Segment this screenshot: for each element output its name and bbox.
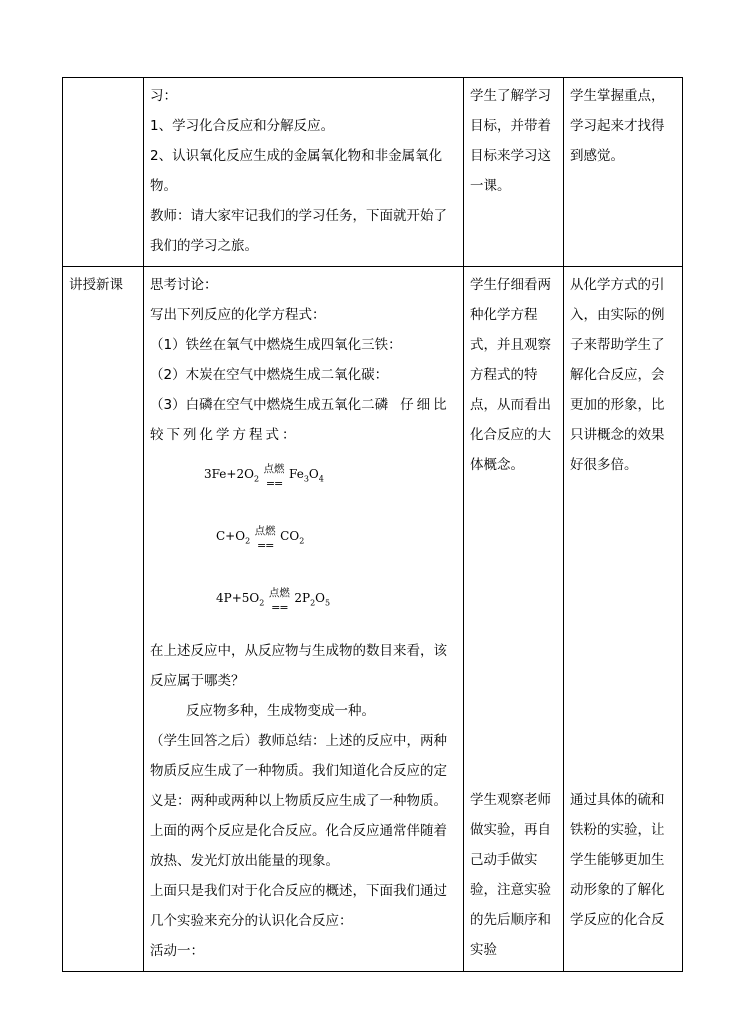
reaction-condition: 点燃 ==: [268, 587, 290, 614]
content-line: 2、认识氧化反应生成的金属氧化物和非金属氧化物。: [150, 148, 443, 194]
summary-text: （学生回答之后）教师总结：上述的反应中，两种物质反应生成了一种物质。我们知道化合反应的定义是：两种或两种以上物质反应生成了一种物质。上面的两个反应是化合反应。化合反应通常伴随着放热、发光灯放出能量的现象。: [150, 733, 447, 869]
design-intent-text: 从化学方式的引入，由实际的例子来帮助学生了解化合反应，会更加的形象，比只讲概念的效果好很多倍。: [570, 277, 665, 473]
student-activity-text: 学生仔细看两种化学方程式，并且观察方程式的特点，从而看出化合反应的大体概念。: [470, 277, 551, 473]
content-cell: [144, 267, 464, 972]
table-row: [63, 78, 683, 267]
content-line: 习：: [150, 88, 177, 104]
equation-3: $4P+5O_2$ 点燃 $==2P_2O_5$: [150, 574, 458, 636]
design-intent-cell: 学生掌握重点，学习起来才找得到感觉。: [564, 78, 683, 267]
content-line: （2）木炭在空气中燃烧生成二氧化碳：: [150, 367, 389, 383]
reaction-condition: 点燃 ==: [254, 525, 276, 552]
stage-cell: [63, 267, 144, 972]
transition-text: 上面只是我们对于化合反应的概述，下面我们通过几个实验来充分的认识化合反应：: [150, 883, 447, 929]
lesson-plan-table: [62, 77, 683, 972]
table-row: [63, 267, 683, 972]
student-activity-cell: 学生了解学习目标，并带着目标来学习这一课。: [464, 78, 564, 267]
content-cell: [144, 78, 464, 267]
content-line: （1）铁丝在氧气中燃烧生成四氧化三铁：: [150, 337, 402, 353]
design-intent-text: 通过具体的硫和铁粉的实验，让学生能够更加生动形象的了解化学反应的化合反: [570, 792, 665, 928]
activity-heading: 活动一：: [150, 943, 204, 959]
content-line: （3）白磷在空气中燃烧生成五氧化二磷 仔细比较下列化学方程式：: [150, 397, 450, 443]
student-activity-cell: [464, 267, 564, 972]
content-line: 1、学习化合反应和分解反应。: [150, 118, 335, 134]
student-activity-text: 学生观察老师做实验，再自己动手做实验，注意实验的先后顺序和实验: [470, 792, 551, 958]
question-text: 在上述反应中，从反应物与生成物的数目来看，该反应属于哪类？: [150, 643, 447, 689]
answer-text: 反应物多种，生成物变成一种。: [186, 703, 375, 719]
equation-1: $3Fe+2O_2$ 点燃 $==Fe_3O_4$: [150, 450, 458, 512]
reaction-condition: 点燃 ==: [263, 463, 285, 490]
content-line: 教师：请大家牢记我们的学习任务，下面就开始了我们的学习之旅。: [150, 208, 447, 254]
stage-label: 讲授新课: [69, 277, 123, 293]
content-line: 写出下列反应的化学方程式：: [150, 307, 326, 323]
design-intent-cell: [564, 267, 683, 972]
stage-cell: [63, 78, 144, 267]
content-line: 思考讨论：: [150, 277, 218, 293]
equation-2: $C+O_2$ 点燃 $==CO_2$: [150, 512, 458, 574]
